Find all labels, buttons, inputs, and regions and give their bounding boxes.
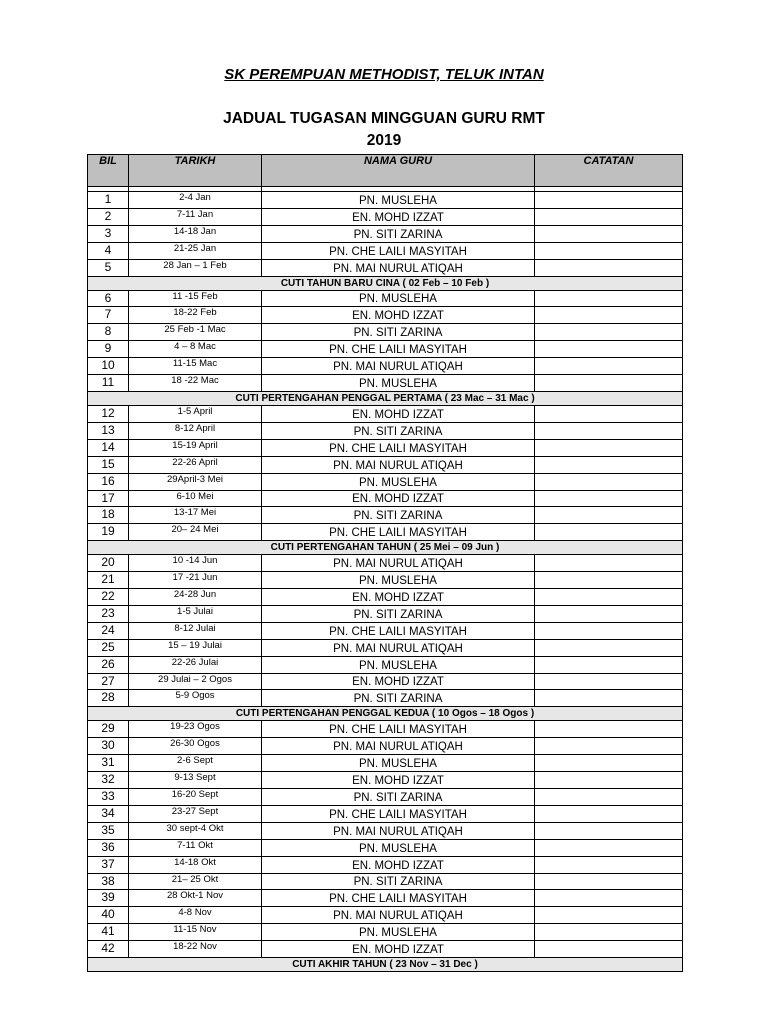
catatan-cell bbox=[535, 856, 683, 873]
bil-cell: 30 bbox=[88, 738, 129, 755]
catatan-cell bbox=[535, 924, 683, 941]
catatan-cell bbox=[535, 907, 683, 924]
catatan-cell bbox=[535, 772, 683, 789]
nama-guru-cell: EN. MOHD IZZAT bbox=[262, 673, 535, 690]
table-row bbox=[88, 307, 683, 324]
tarikh-cell: 18-22 Feb bbox=[129, 307, 262, 324]
bil-cell: 19 bbox=[88, 524, 129, 541]
catatan-cell bbox=[535, 839, 683, 856]
table-row bbox=[88, 405, 683, 422]
catatan-cell bbox=[535, 290, 683, 307]
tarikh-cell: 9-13 Sept bbox=[129, 772, 262, 789]
catatan-cell bbox=[535, 422, 683, 439]
holiday-row bbox=[88, 958, 683, 972]
table-row bbox=[88, 890, 683, 907]
tarikh-cell: 21-25 Jan bbox=[129, 242, 262, 259]
nama-guru-cell: PN. MUSLEHA bbox=[262, 839, 535, 856]
nama-guru-cell: PN. MAI NURUL ATIQAH bbox=[262, 738, 535, 755]
nama-guru-cell: PN. CHE LAILI MASYITAH bbox=[262, 721, 535, 738]
catatan-cell bbox=[535, 192, 683, 209]
table-row bbox=[88, 721, 683, 738]
nama-guru-cell: PN. MAI NURUL ATIQAH bbox=[262, 639, 535, 656]
catatan-cell bbox=[535, 673, 683, 690]
tarikh-cell: 7-11 Jan bbox=[129, 208, 262, 225]
table-row bbox=[88, 789, 683, 806]
catatan-cell bbox=[535, 439, 683, 456]
tarikh-cell: 4-8 Nov bbox=[129, 907, 262, 924]
catatan-cell bbox=[535, 755, 683, 772]
nama-guru-cell: PN. MUSLEHA bbox=[262, 375, 535, 392]
bil-cell: 26 bbox=[88, 656, 129, 673]
header-bil: BIL bbox=[88, 155, 129, 187]
table-row bbox=[88, 772, 683, 789]
tarikh-cell: 4 – 8 Mac bbox=[129, 341, 262, 358]
catatan-cell bbox=[535, 358, 683, 375]
header-row bbox=[88, 155, 683, 187]
catatan-cell bbox=[535, 208, 683, 225]
tarikh-cell: 14-18 Okt bbox=[129, 856, 262, 873]
tarikh-cell: 15 – 19 Julai bbox=[129, 639, 262, 656]
tarikh-cell: 5-9 Ogos bbox=[129, 690, 262, 707]
bil-cell: 16 bbox=[88, 473, 129, 490]
table-row bbox=[88, 524, 683, 541]
header-nama-guru: NAMA GURU bbox=[262, 155, 535, 187]
tarikh-cell: 7-11 Okt bbox=[129, 839, 262, 856]
nama-guru-cell: PN. MUSLEHA bbox=[262, 755, 535, 772]
bil-cell: 27 bbox=[88, 673, 129, 690]
catatan-cell bbox=[535, 524, 683, 541]
table-row bbox=[88, 690, 683, 707]
table-row bbox=[88, 192, 683, 209]
tarikh-cell: 11 -15 Feb bbox=[129, 290, 262, 307]
table-row bbox=[88, 805, 683, 822]
header-catatan: CATATAN bbox=[535, 155, 683, 187]
nama-guru-cell: EN. MOHD IZZAT bbox=[262, 772, 535, 789]
tarikh-cell: 6-10 Mei bbox=[129, 490, 262, 507]
nama-guru-cell: PN. CHE LAILI MASYITAH bbox=[262, 622, 535, 639]
bil-cell: 7 bbox=[88, 307, 129, 324]
catatan-cell bbox=[535, 890, 683, 907]
bil-cell: 22 bbox=[88, 589, 129, 606]
catatan-cell bbox=[535, 622, 683, 639]
bil-cell: 10 bbox=[88, 358, 129, 375]
catatan-cell bbox=[535, 656, 683, 673]
catatan-cell bbox=[535, 473, 683, 490]
catatan-cell bbox=[535, 324, 683, 341]
nama-guru-cell: PN. MUSLEHA bbox=[262, 290, 535, 307]
bil-cell: 8 bbox=[88, 324, 129, 341]
catatan-cell bbox=[535, 738, 683, 755]
nama-guru-cell: PN. MAI NURUL ATIQAH bbox=[262, 822, 535, 839]
bil-cell: 36 bbox=[88, 839, 129, 856]
table-row bbox=[88, 507, 683, 524]
table-row bbox=[88, 242, 683, 259]
catatan-cell bbox=[535, 873, 683, 890]
tarikh-cell: 15-19 April bbox=[129, 439, 262, 456]
table-row bbox=[88, 856, 683, 873]
holiday-label: CUTI TAHUN BARU CINA ( 02 Feb – 10 Feb ) bbox=[88, 276, 683, 290]
tarikh-cell: 23-27 Sept bbox=[129, 805, 262, 822]
bil-cell: 33 bbox=[88, 789, 129, 806]
table-row bbox=[88, 605, 683, 622]
nama-guru-cell: PN. MUSLEHA bbox=[262, 473, 535, 490]
tarikh-cell: 19-23 Ogos bbox=[129, 721, 262, 738]
catatan-cell bbox=[535, 605, 683, 622]
table-row bbox=[88, 208, 683, 225]
nama-guru-cell: PN. SITI ZARINA bbox=[262, 225, 535, 242]
bil-cell: 34 bbox=[88, 805, 129, 822]
nama-guru-cell: PN. SITI ZARINA bbox=[262, 422, 535, 439]
tarikh-cell: 25 Feb -1 Mac bbox=[129, 324, 262, 341]
bil-cell: 3 bbox=[88, 225, 129, 242]
tarikh-cell: 1-5 Julai bbox=[129, 605, 262, 622]
table-row bbox=[88, 555, 683, 572]
bil-cell: 41 bbox=[88, 924, 129, 941]
bil-cell: 24 bbox=[88, 622, 129, 639]
bil-cell: 20 bbox=[88, 555, 129, 572]
header-tarikh: TARIKH bbox=[129, 155, 262, 187]
bil-cell: 5 bbox=[88, 259, 129, 276]
holiday-row bbox=[88, 276, 683, 290]
tarikh-cell: 28 Okt-1 Nov bbox=[129, 890, 262, 907]
table-row bbox=[88, 225, 683, 242]
bil-cell: 25 bbox=[88, 639, 129, 656]
bil-cell: 2 bbox=[88, 208, 129, 225]
table-row bbox=[88, 341, 683, 358]
tarikh-cell: 8-12 Julai bbox=[129, 622, 262, 639]
nama-guru-cell: EN. MOHD IZZAT bbox=[262, 941, 535, 958]
bil-cell: 14 bbox=[88, 439, 129, 456]
catatan-cell bbox=[535, 639, 683, 656]
table-row bbox=[88, 290, 683, 307]
catatan-cell bbox=[535, 242, 683, 259]
school-name: SK PEREMPUAN METHODIST, TELUK INTAN bbox=[224, 66, 544, 83]
bil-cell: 18 bbox=[88, 507, 129, 524]
table-row bbox=[88, 907, 683, 924]
table-row bbox=[88, 873, 683, 890]
bil-cell: 17 bbox=[88, 490, 129, 507]
table-row bbox=[88, 422, 683, 439]
title-line-2: 2019 bbox=[366, 132, 402, 149]
nama-guru-cell: PN. SITI ZARINA bbox=[262, 605, 535, 622]
catatan-cell bbox=[535, 589, 683, 606]
tarikh-cell: 13-17 Mei bbox=[129, 507, 262, 524]
nama-guru-cell: PN. SITI ZARINA bbox=[262, 789, 535, 806]
table-row bbox=[88, 839, 683, 856]
tarikh-cell: 18-22 Nov bbox=[129, 941, 262, 958]
table-row bbox=[88, 324, 683, 341]
catatan-cell bbox=[535, 456, 683, 473]
bil-cell: 23 bbox=[88, 605, 129, 622]
nama-guru-cell: PN. CHE LAILI MASYITAH bbox=[262, 341, 535, 358]
table-row bbox=[88, 473, 683, 490]
nama-guru-cell: PN. MUSLEHA bbox=[262, 192, 535, 209]
catatan-cell bbox=[535, 341, 683, 358]
duty-schedule-table bbox=[87, 154, 683, 972]
catatan-cell bbox=[535, 490, 683, 507]
tarikh-cell: 21– 25 Okt bbox=[129, 873, 262, 890]
bil-cell: 15 bbox=[88, 456, 129, 473]
nama-guru-cell: EN. MOHD IZZAT bbox=[262, 490, 535, 507]
catatan-cell bbox=[535, 822, 683, 839]
catatan-cell bbox=[535, 507, 683, 524]
bil-cell: 38 bbox=[88, 873, 129, 890]
tarikh-cell: 20– 24 Mei bbox=[129, 524, 262, 541]
catatan-cell bbox=[535, 375, 683, 392]
tarikh-cell: 2-4 Jan bbox=[129, 192, 262, 209]
nama-guru-cell: PN. CHE LAILI MASYITAH bbox=[262, 439, 535, 456]
holiday-label: CUTI PERTENGAHAN PENGGAL PERTAMA ( 23 Mac – 31 Mac ) bbox=[88, 391, 683, 405]
bil-cell: 11 bbox=[88, 375, 129, 392]
tarikh-cell: 24-28 Jun bbox=[129, 589, 262, 606]
table-row bbox=[88, 656, 683, 673]
nama-guru-cell: PN. MAI NURUL ATIQAH bbox=[262, 259, 535, 276]
holiday-row bbox=[88, 707, 683, 721]
nama-guru-cell: PN. CHE LAILI MASYITAH bbox=[262, 890, 535, 907]
schedule-body bbox=[88, 187, 683, 972]
nama-guru-cell: PN. SITI ZARINA bbox=[262, 324, 535, 341]
nama-guru-cell: PN. MUSLEHA bbox=[262, 656, 535, 673]
holiday-row bbox=[88, 391, 683, 405]
bil-cell: 6 bbox=[88, 290, 129, 307]
table-row bbox=[88, 375, 683, 392]
catatan-cell bbox=[535, 555, 683, 572]
catatan-cell bbox=[535, 789, 683, 806]
catatan-cell bbox=[535, 690, 683, 707]
nama-guru-cell: PN. CHE LAILI MASYITAH bbox=[262, 242, 535, 259]
catatan-cell bbox=[535, 941, 683, 958]
nama-guru-cell: PN. MUSLEHA bbox=[262, 572, 535, 589]
bil-cell: 32 bbox=[88, 772, 129, 789]
bil-cell: 13 bbox=[88, 422, 129, 439]
table-row bbox=[88, 358, 683, 375]
tarikh-cell: 29April-3 Mei bbox=[129, 473, 262, 490]
tarikh-cell: 16-20 Sept bbox=[129, 789, 262, 806]
bil-cell: 9 bbox=[88, 341, 129, 358]
catatan-cell bbox=[535, 259, 683, 276]
bil-cell: 42 bbox=[88, 941, 129, 958]
table-row bbox=[88, 572, 683, 589]
holiday-label: CUTI PERTENGAHAN PENGGAL KEDUA ( 10 Ogos – 18 Ogos ) bbox=[88, 707, 683, 721]
holiday-label: CUTI PERTENGAHAN TAHUN ( 25 Mei – 09 Jun ) bbox=[88, 541, 683, 555]
table-row bbox=[88, 639, 683, 656]
catatan-cell bbox=[535, 405, 683, 422]
tarikh-cell: 11-15 Nov bbox=[129, 924, 262, 941]
bil-cell: 1 bbox=[88, 192, 129, 209]
bil-cell: 35 bbox=[88, 822, 129, 839]
holiday-label: CUTI AKHIR TAHUN ( 23 Nov – 31 Dec ) bbox=[88, 958, 683, 972]
title-line-1: JADUAL TUGASAN MINGGUAN GURU RMT bbox=[223, 110, 545, 127]
table-row bbox=[88, 622, 683, 639]
catatan-cell bbox=[535, 225, 683, 242]
bil-cell: 4 bbox=[88, 242, 129, 259]
bil-cell: 28 bbox=[88, 690, 129, 707]
table-row bbox=[88, 755, 683, 772]
tarikh-cell: 2-6 Sept bbox=[129, 755, 262, 772]
table-row bbox=[88, 456, 683, 473]
tarikh-cell: 30 sept-4 Okt bbox=[129, 822, 262, 839]
tarikh-cell: 22-26 April bbox=[129, 456, 262, 473]
tarikh-cell: 26-30 Ogos bbox=[129, 738, 262, 755]
nama-guru-cell: PN. MAI NURUL ATIQAH bbox=[262, 555, 535, 572]
table-row bbox=[88, 941, 683, 958]
bil-cell: 40 bbox=[88, 907, 129, 924]
nama-guru-cell: PN. MAI NURUL ATIQAH bbox=[262, 358, 535, 375]
table-row bbox=[88, 439, 683, 456]
tarikh-cell: 22-26 Julai bbox=[129, 656, 262, 673]
nama-guru-cell: PN. MAI NURUL ATIQAH bbox=[262, 456, 535, 473]
bil-cell: 29 bbox=[88, 721, 129, 738]
bil-cell: 37 bbox=[88, 856, 129, 873]
nama-guru-cell: PN. SITI ZARINA bbox=[262, 873, 535, 890]
tarikh-cell: 17 -21 Jun bbox=[129, 572, 262, 589]
tarikh-cell: 14-18 Jan bbox=[129, 225, 262, 242]
nama-guru-cell: EN. MOHD IZZAT bbox=[262, 405, 535, 422]
nama-guru-cell: PN. CHE LAILI MASYITAH bbox=[262, 805, 535, 822]
catatan-cell bbox=[535, 307, 683, 324]
bil-cell: 39 bbox=[88, 890, 129, 907]
nama-guru-cell: PN. MUSLEHA bbox=[262, 924, 535, 941]
nama-guru-cell: PN. CHE LAILI MASYITAH bbox=[262, 524, 535, 541]
holiday-row bbox=[88, 541, 683, 555]
nama-guru-cell: EN. MOHD IZZAT bbox=[262, 208, 535, 225]
table-row bbox=[88, 822, 683, 839]
tarikh-cell: 1-5 April bbox=[129, 405, 262, 422]
nama-guru-cell: EN. MOHD IZZAT bbox=[262, 856, 535, 873]
bil-cell: 31 bbox=[88, 755, 129, 772]
table-row bbox=[88, 924, 683, 941]
catatan-cell bbox=[535, 805, 683, 822]
tarikh-cell: 29 Julai – 2 Ogos bbox=[129, 673, 262, 690]
bil-cell: 12 bbox=[88, 405, 129, 422]
bil-cell: 21 bbox=[88, 572, 129, 589]
table-row bbox=[88, 589, 683, 606]
tarikh-cell: 8-12 April bbox=[129, 422, 262, 439]
catatan-cell bbox=[535, 721, 683, 738]
table-row bbox=[88, 490, 683, 507]
nama-guru-cell: EN. MOHD IZZAT bbox=[262, 307, 535, 324]
table-row bbox=[88, 673, 683, 690]
tarikh-cell: 10 -14 Jun bbox=[129, 555, 262, 572]
page-title bbox=[0, 108, 768, 152]
nama-guru-cell: EN. MOHD IZZAT bbox=[262, 589, 535, 606]
tarikh-cell: 28 Jan – 1 Feb bbox=[129, 259, 262, 276]
nama-guru-cell: PN. SITI ZARINA bbox=[262, 507, 535, 524]
nama-guru-cell: PN. SITI ZARINA bbox=[262, 690, 535, 707]
tarikh-cell: 11-15 Mac bbox=[129, 358, 262, 375]
catatan-cell bbox=[535, 572, 683, 589]
nama-guru-cell: PN. MAI NURUL ATIQAH bbox=[262, 907, 535, 924]
table-row bbox=[88, 259, 683, 276]
table-row bbox=[88, 738, 683, 755]
tarikh-cell: 18 -22 Mac bbox=[129, 375, 262, 392]
